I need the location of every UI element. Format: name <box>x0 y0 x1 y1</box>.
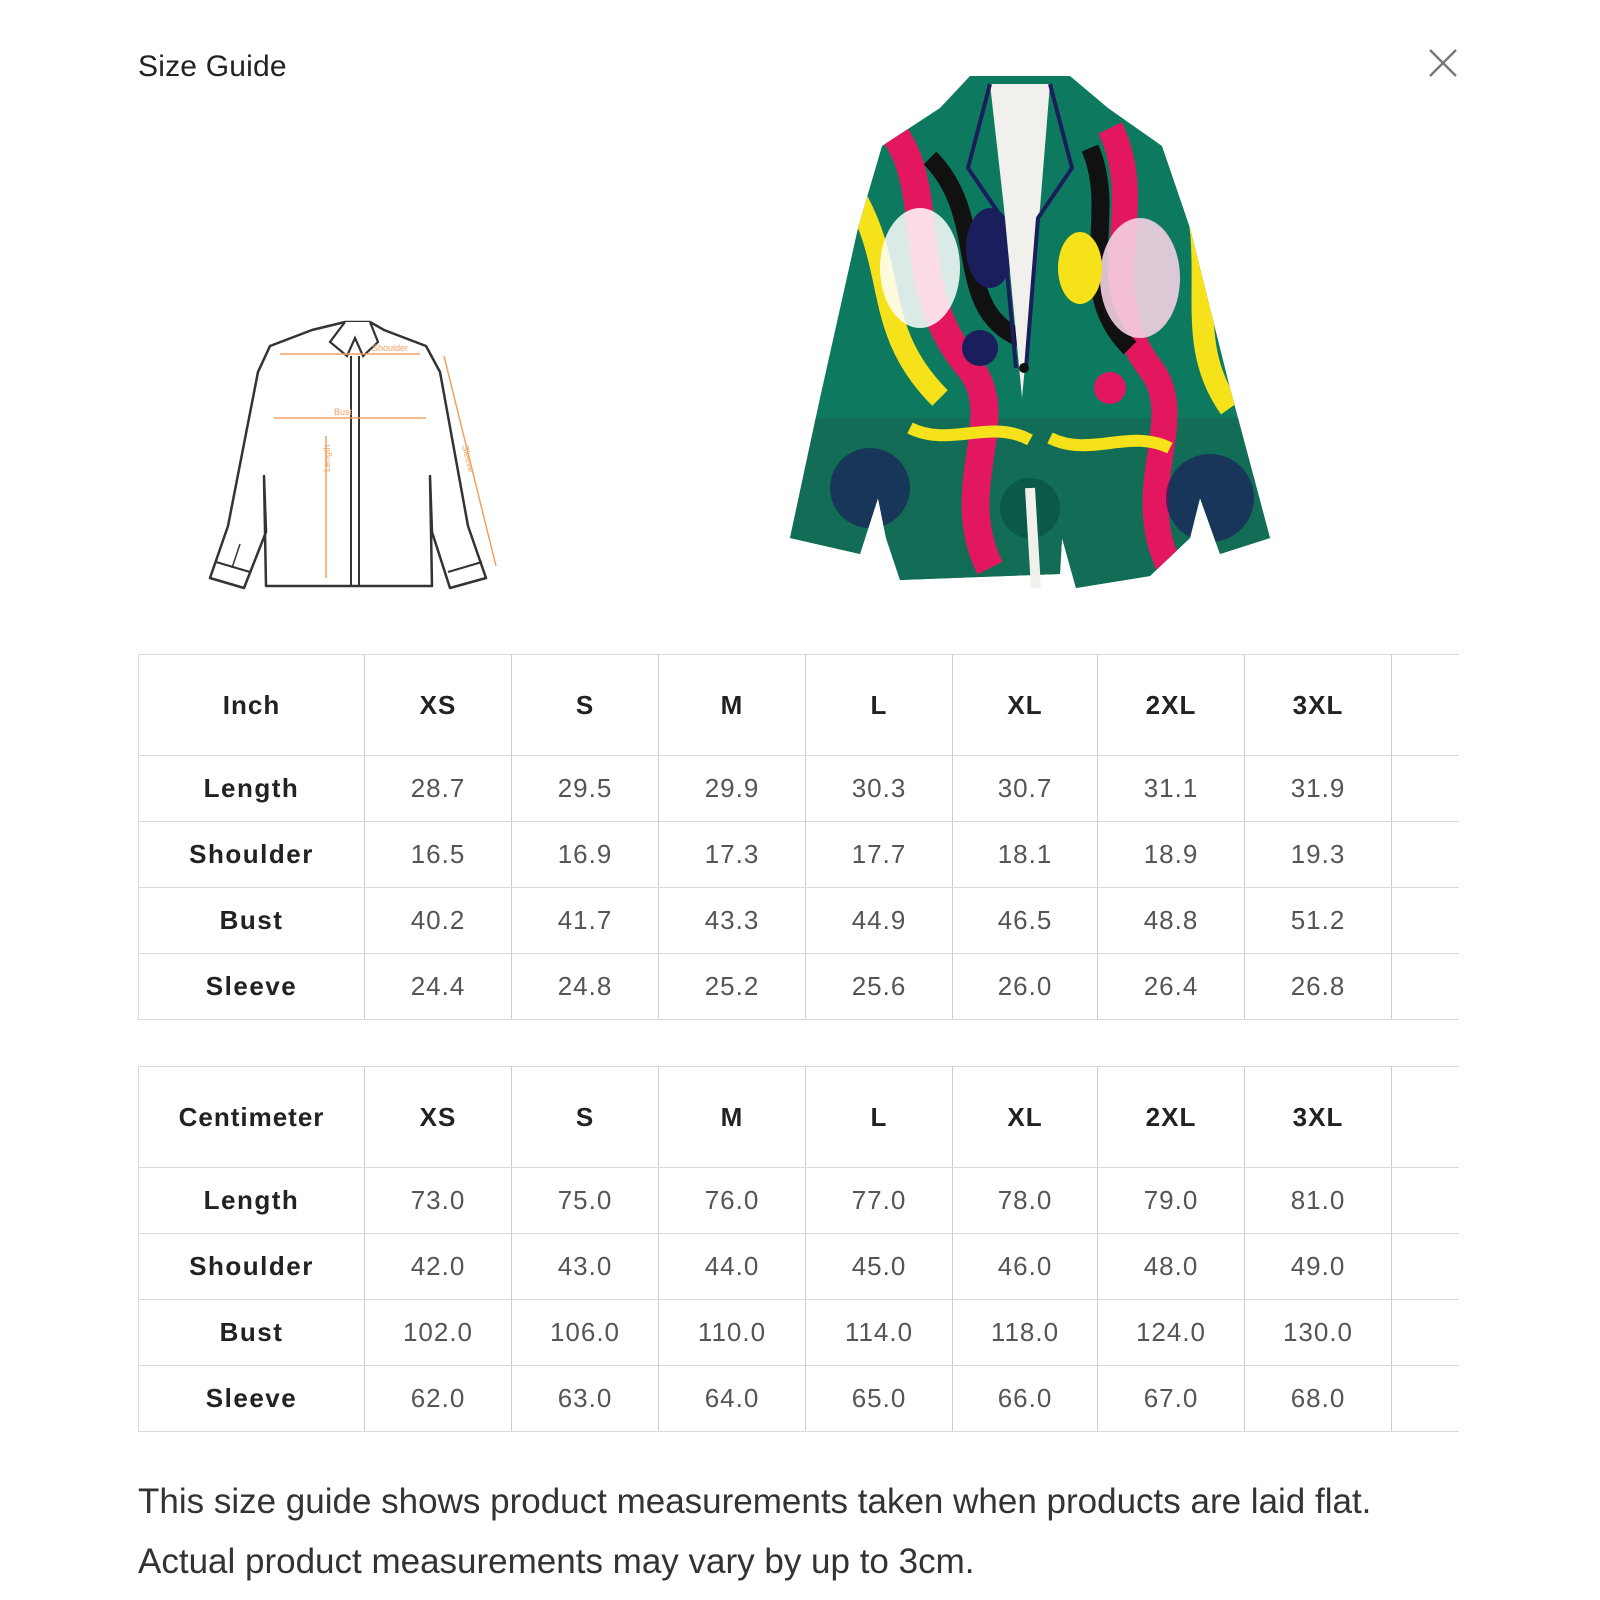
row-label: Sleeve <box>139 954 365 1020</box>
table-cell: 65.0 <box>806 1366 953 1432</box>
table-cell-empty <box>1392 1366 1459 1432</box>
row-label: Bust <box>139 888 365 954</box>
table-cell: 62.0 <box>365 1366 512 1432</box>
table-cell: 40.2 <box>365 888 512 954</box>
table-cell: 25.2 <box>659 954 806 1020</box>
table-cell-empty <box>1392 1300 1459 1366</box>
table-cell-empty <box>1392 1168 1459 1234</box>
table-cell: 44.9 <box>806 888 953 954</box>
colorful-blazer-image <box>790 68 1290 598</box>
measurement-note: This size guide shows product measurements taken when products are laid flat. Actual product measurements may vary by up to 3cm. <box>138 1482 1372 1581</box>
size-header: 2XL <box>1098 655 1245 756</box>
size-header: XL <box>953 1067 1098 1168</box>
table-cell: 48.0 <box>1098 1234 1245 1300</box>
table-cell: 76.0 <box>659 1168 806 1234</box>
table-cell: 42.0 <box>365 1234 512 1300</box>
table-cell: 24.8 <box>512 954 659 1020</box>
table-cell: 46.0 <box>953 1234 1098 1300</box>
table-row <box>139 1234 1459 1300</box>
row-label: Shoulder <box>139 1234 365 1300</box>
table-cell: 25.6 <box>806 954 953 1020</box>
table-cell: 16.9 <box>512 822 659 888</box>
size-header: XS <box>365 655 512 756</box>
table-cell: 19.3 <box>1245 822 1392 888</box>
table-cell: 81.0 <box>1245 1168 1392 1234</box>
row-label: Bust <box>139 1300 365 1366</box>
table-cell-empty <box>1392 822 1459 888</box>
table-cell: 67.0 <box>1098 1366 1245 1432</box>
table-cell: 106.0 <box>512 1300 659 1366</box>
size-header: L <box>806 655 953 756</box>
size-header: 2XL <box>1098 1067 1245 1168</box>
table-cell: 26.8 <box>1245 954 1392 1020</box>
table-row <box>139 822 1459 888</box>
table-cell: 26.0 <box>953 954 1098 1020</box>
table-cell: 31.9 <box>1245 756 1392 822</box>
diagram-label-bust: Bust <box>334 407 353 417</box>
row-label: Length <box>139 1168 365 1234</box>
table-row <box>139 954 1459 1020</box>
size-header: 3XL <box>1245 1067 1392 1168</box>
table-cell: 79.0 <box>1098 1168 1245 1234</box>
table-cell: 17.3 <box>659 822 806 888</box>
table-cell-empty <box>1392 756 1459 822</box>
inch-size-table <box>138 654 1459 1020</box>
diagram-label-sleeve: Sleeve <box>460 444 477 474</box>
table-row <box>139 756 1459 822</box>
table-cell: 78.0 <box>953 1168 1098 1234</box>
table-cell: 51.2 <box>1245 888 1392 954</box>
table-row <box>139 888 1459 954</box>
table-cell: 46.5 <box>953 888 1098 954</box>
table-cell: 44.0 <box>659 1234 806 1300</box>
row-label: Shoulder <box>139 822 365 888</box>
table-cell-empty <box>1392 888 1459 954</box>
size-header: M <box>659 655 806 756</box>
diagram-label-shoulder: Shoulder <box>372 343 409 353</box>
table-cell: 102.0 <box>365 1300 512 1366</box>
table-cell: 28.7 <box>365 756 512 822</box>
table-cell-empty <box>1392 655 1459 756</box>
table-cell-empty <box>1392 954 1459 1020</box>
table-cell: 73.0 <box>365 1168 512 1234</box>
table-cell: 68.0 <box>1245 1366 1392 1432</box>
table-cell: 30.3 <box>806 756 953 822</box>
table-cell: 18.9 <box>1098 822 1245 888</box>
close-icon[interactable] <box>1426 46 1460 80</box>
size-header: S <box>512 1067 659 1168</box>
table-cell: 48.8 <box>1098 888 1245 954</box>
size-header: L <box>806 1067 953 1168</box>
table-cell-empty <box>1392 1067 1459 1168</box>
table-header-row <box>139 1067 1459 1168</box>
row-label: Sleeve <box>139 1366 365 1432</box>
table-row <box>139 1300 1459 1366</box>
size-header: 3XL <box>1245 655 1392 756</box>
table-row <box>139 1366 1459 1432</box>
table-cell: 49.0 <box>1245 1234 1392 1300</box>
table-cell: 18.1 <box>953 822 1098 888</box>
table-cell: 110.0 <box>659 1300 806 1366</box>
table-cell: 75.0 <box>512 1168 659 1234</box>
table-cell: 114.0 <box>806 1300 953 1366</box>
table-cell: 124.0 <box>1098 1300 1245 1366</box>
unit-label-inch: Inch <box>139 655 365 756</box>
table-cell: 130.0 <box>1245 1300 1392 1366</box>
size-guide-title: Size Guide <box>138 50 287 83</box>
table-cell: 31.1 <box>1098 756 1245 822</box>
unit-label-centimeter: Centimeter <box>139 1067 365 1168</box>
table-cell: 17.7 <box>806 822 953 888</box>
table-cell: 45.0 <box>806 1234 953 1300</box>
table-cell: 26.4 <box>1098 954 1245 1020</box>
diagram-label-length: Length <box>322 444 332 472</box>
size-header: XL <box>953 655 1098 756</box>
table-cell-empty <box>1392 1234 1459 1300</box>
shirt-measurement-diagram <box>200 316 520 606</box>
table-cell: 118.0 <box>953 1300 1098 1366</box>
table-cell: 16.5 <box>365 822 512 888</box>
table-cell: 64.0 <box>659 1366 806 1432</box>
table-cell: 24.4 <box>365 954 512 1020</box>
table-header-row <box>139 655 1459 756</box>
table-cell: 29.5 <box>512 756 659 822</box>
table-cell: 29.9 <box>659 756 806 822</box>
table-cell: 63.0 <box>512 1366 659 1432</box>
row-label: Length <box>139 756 365 822</box>
table-cell: 66.0 <box>953 1366 1098 1432</box>
table-cell: 77.0 <box>806 1168 953 1234</box>
table-cell: 41.7 <box>512 888 659 954</box>
table-row <box>139 1168 1459 1234</box>
size-header: M <box>659 1067 806 1168</box>
table-cell: 30.7 <box>953 756 1098 822</box>
table-cell: 43.0 <box>512 1234 659 1300</box>
size-header: S <box>512 655 659 756</box>
table-cell: 43.3 <box>659 888 806 954</box>
size-header: XS <box>365 1067 512 1168</box>
centimeter-size-table <box>138 1066 1459 1432</box>
